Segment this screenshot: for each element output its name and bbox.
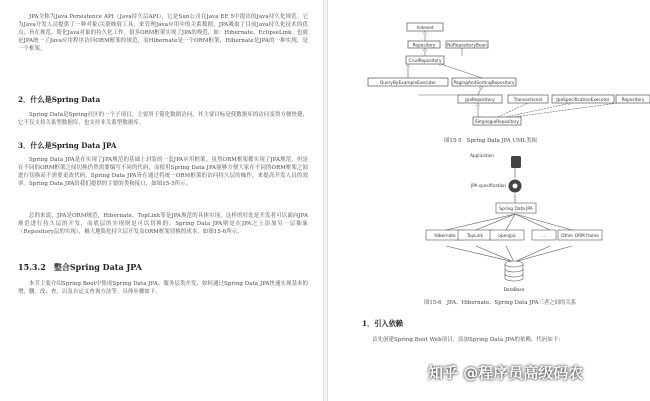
application-node [470,153,521,168]
svg-text:Hibernate: Hibernate [434,234,456,239]
svg-text:Application: Application [469,154,494,159]
uml-class-diagram [328,0,650,136]
svg-text:QueryByExampleExecutor: QueryByExampleExecutor [379,81,437,86]
right-page [328,0,650,401]
svg-text:SimpleJpaRepository: SimpleJpaRepository [474,120,520,125]
svg-text:PagingAndSortingRepository: PagingAndSortingRepository [453,81,515,86]
watermark: 知乎 @程序员高级码农 [428,364,584,382]
svg-text:…: … [541,234,547,239]
section3-heading: 3．什么是Spring Data JPA [18,141,117,150]
svg-text:DataBase: DataBase [503,288,525,293]
svg-text:Other ORM frame: Other ORM frame [561,234,599,239]
svg-text:JpaRepository: JpaRepository [465,98,495,103]
step1-paragraph: 首先创建Spring Boot Web项目，添加Spring Data JPA的依赖，代码如下： [372,337,564,343]
svg-text:Repository: Repository [621,98,645,103]
section-1532-heading: 15.3.2 整合Spring Data JPA [18,262,142,272]
svg-text:Indexed: Indexed [416,26,434,31]
svg-text:JpaSpecificationExecutor: JpaSpecificationExecutor [556,98,610,103]
left-page [0,0,322,401]
svg-text:NoRepositoryBean: NoRepositoryBean [447,43,487,49]
section2-heading: 2．什么是Spring Data [18,95,101,104]
svg-text:TopLink: TopLink [466,234,484,239]
uml-caption: 图15-5 Spring Data JPA UML类图 [444,138,537,144]
section3-paragraph-2: 总的来说，JPA是ORM规范，Hibernate、TopLink等是JPA规范的具体实现，这样的好处是开发者可以面向JPA规范进行持久层的开发，而底层的实现则是可以切换的。Spring Data JPA则是在JPA之上添加另一层抽象（Repository层的实现），极大地简化持久层开发及ORM框架切换的成本，如图15-6所示。 [18,213,308,236]
svg-text:Spring Data JPA: Spring Data JPA [499,207,533,212]
intro-paragraph: JPA全称为Java Persistence API（Java持久层API），它是Sun公司在Java EE 5中提出的Java持久化规范。它为Java开发人员提供了一种对象/关联映射工具，来管理Java应用中的关系数据，JPA吸取了目前Java持久化技术的优点，旨在规范、简化Java对象的持久化工作。很多ORM框架实现了JPA的规范，如：Hibernate、EclipseLink。也就是JPA统一了Java应用程序访问ORM框架的规范，而Hibernate是一个ORM框架，Hibernate是JPA的一种实现，是一个框架。 [18,14,308,53]
section3-paragraph-1: Spring Data JPA是在实现了JPA规范的基础上封装的一套JPA应用框架。虽然ORM框架都实现了JPA规范，但是在不同的ORM框架之间切换仍然需要编写不同的代码，而使用Spring Data JPA能够方便大家在不同的ORM框架之间进行切换而不需要更改代码。Spring Data JPA旨在通过将统一ORM框架的访问持久层的操作，来提高开发人员的效率。Spring Data JPA给我们提供的主要的类和接口，如图15-5所示。 [18,157,308,188]
svg-text:CrudRepository: CrudRepository [408,59,442,64]
svg-text:Repository: Repository [412,43,436,49]
svg-text:openjpa: openjpa [498,234,516,239]
section2-paragraph: Spring Data是Spring社区的一个子项目，主要用于简化数据访问，其主要目标是使数据库的访问变得方便快捷，它不仅支持关系型数据库，也支持非关系型数据库。 [18,112,308,127]
svg-text:JPA specification: JPA specification [471,184,506,189]
svg-text:Transactional: Transactional [513,98,543,103]
step1-heading: 1．引入依赖 [362,319,403,328]
jpa-specification-node [470,180,522,193]
jpa-architecture-diagram [328,148,650,298]
architecture-caption: 图15-6 JPA、Hibernate、Spring Data JPA三者之间的关系 [424,300,577,306]
database-icon [505,261,523,281]
section-1532-paragraph: 本节主要介绍Spring Boot中集成Spring Data JPA、服务层类开发，如何通过Spring Data JPA快速实现基本的增、删、改、查，以及自定义查询方法等。具体步骤如下。 [18,281,308,296]
